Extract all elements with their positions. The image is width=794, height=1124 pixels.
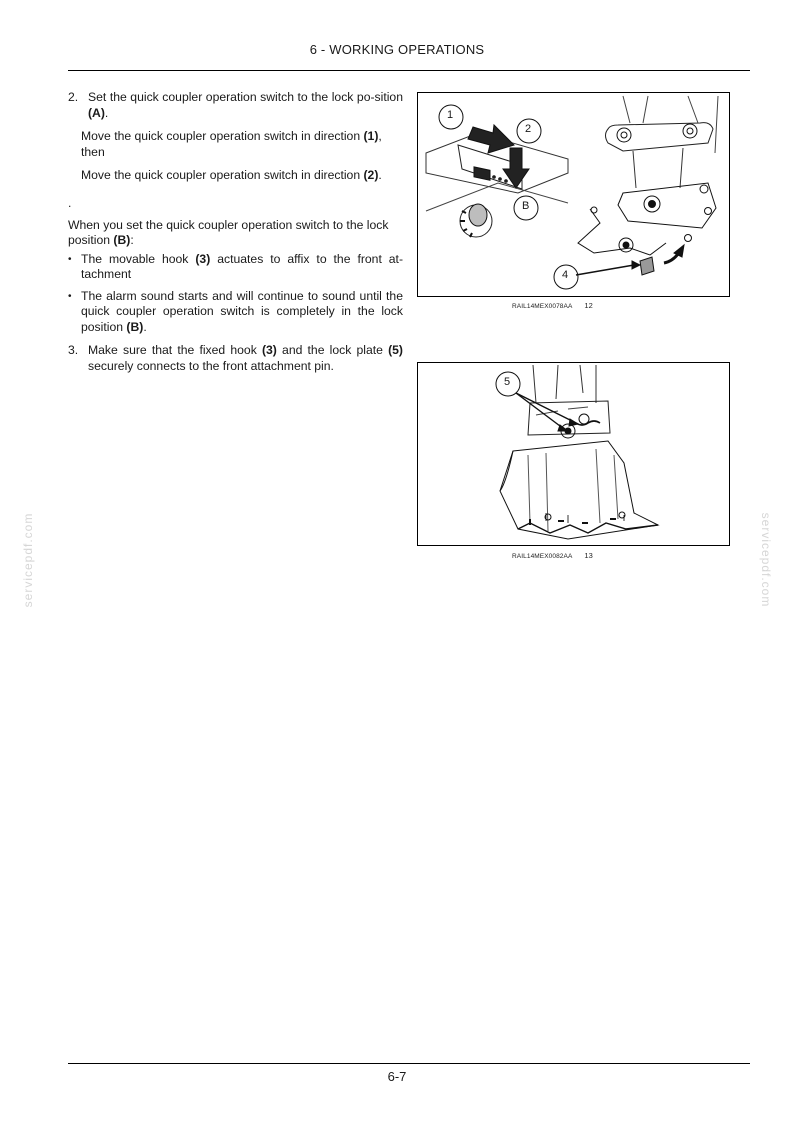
watermark-right: servicepdf.com xyxy=(759,512,773,608)
quick-coupler-switch-illustration xyxy=(418,93,729,296)
figure-13-code: RAIL14MEX0082AA xyxy=(512,553,573,560)
callout-5: 5 xyxy=(504,376,511,388)
step-2-number: 2. xyxy=(68,90,79,104)
page-number: 6-7 xyxy=(387,1069,407,1084)
step-2-text: Set the quick coupler operation switch to the lock po-sition (A). xyxy=(88,90,403,120)
step-3-text: Make sure that the fixed hook (3) and the lock plate (5) securely connects to the front attachment pin. xyxy=(88,343,403,373)
step-3 xyxy=(68,343,403,374)
list-item xyxy=(68,289,403,336)
bullet-mark: • xyxy=(68,290,72,302)
bullet-mark: • xyxy=(68,253,72,265)
figure-13-number: 13 xyxy=(584,551,593,560)
callout-4: 4 xyxy=(562,269,569,281)
lock-position-intro: When you set the quick coupler operation switch to the lock position (B): xyxy=(68,217,389,247)
header-rule xyxy=(68,70,750,71)
move-direction-2: Move the quick coupler operation switch in direction (2). xyxy=(81,168,382,182)
list-item xyxy=(68,252,403,283)
page-header-title: 6 - WORKING OPERATIONS xyxy=(309,42,485,57)
bullet-text-movable-hook: The movable hook (3) actuates to affix to the front at-tachment xyxy=(81,251,404,281)
figure-lock-plate xyxy=(417,362,730,546)
move-direction-1: Move the quick coupler operation switch in direction (1), then xyxy=(81,129,382,159)
bullet-text-alarm: The alarm sound starts and will continue to sound until the quick coupler operation switch is completely in the lock position (B). xyxy=(81,288,403,334)
step-3-number: 3. xyxy=(68,343,79,357)
lock-plate-illustration xyxy=(418,363,729,545)
figure-13-caption xyxy=(512,551,593,560)
stray-dot: . xyxy=(68,195,72,210)
figure-12-caption xyxy=(512,301,593,310)
figure-quick-coupler-switch xyxy=(417,92,730,297)
figure-12-number: 12 xyxy=(584,301,593,310)
lock-effects-list xyxy=(68,252,403,336)
callout-2: 2 xyxy=(525,123,532,135)
figure-12-code: RAIL14MEX0078AA xyxy=(512,303,573,310)
watermark-left: servicepdf.com xyxy=(21,512,35,608)
step-2 xyxy=(68,90,403,121)
callout-b: B xyxy=(522,200,530,212)
footer-rule xyxy=(68,1063,750,1064)
callout-1: 1 xyxy=(447,109,454,121)
instruction-text-column xyxy=(68,90,403,374)
